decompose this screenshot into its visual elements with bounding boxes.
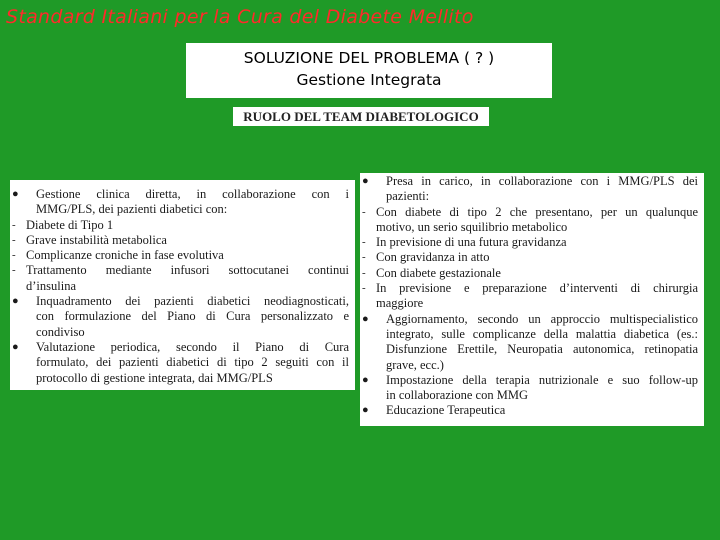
list-item-text: Con diabete di tipo 2 che presentano, per un qualunque bbox=[376, 204, 698, 219]
list-item-text: MMG/PLS, dei pazienti diabetici con: bbox=[36, 202, 228, 217]
dash-marker: - bbox=[12, 218, 16, 231]
dash-marker: - bbox=[362, 282, 366, 295]
list-item-text: in collaborazione con MMG bbox=[386, 388, 528, 403]
list-item-text: Diabete di Tipo 1 bbox=[26, 217, 114, 232]
list-item-text: pazienti: bbox=[386, 189, 430, 204]
list-item-text: Educazione Terapeutica bbox=[386, 403, 506, 418]
list-item bbox=[362, 281, 704, 312]
list-item-text: grave, ecc.) bbox=[386, 357, 444, 372]
bullet-icon: ● bbox=[362, 175, 369, 187]
list-item-text: Con gravidanza in atto bbox=[376, 250, 490, 265]
list-item-text: protocollo di gestione integrata, dai MMG/PLS bbox=[36, 370, 273, 385]
list-item-text: Aggiornamento, secondo un approccio multispecialistico bbox=[386, 311, 698, 326]
list-item-text: Trattamento mediante infusori sottocutanei continui bbox=[26, 263, 349, 278]
list-item-text: Disfunzione Erettile, Neuropatia autonomica, retinopatia bbox=[386, 342, 698, 357]
list-item-text: Inquadramento dei pazienti diabetici neodiagnosticati, bbox=[36, 294, 349, 309]
list-item-text: Grave instabilità metabolica bbox=[26, 232, 167, 247]
list-item bbox=[12, 218, 355, 233]
solution-heading: SOLUZIONE DEL PROBLEMA ( ? ) bbox=[243, 49, 495, 67]
bullet-icon: ● bbox=[12, 340, 19, 353]
solution-box bbox=[186, 43, 552, 98]
list-item-text: condiviso bbox=[36, 324, 85, 339]
bullet-icon: ● bbox=[362, 312, 369, 325]
dash-marker: - bbox=[362, 266, 366, 279]
list-item-text: Presa in carico, in collaborazione con i MMG/PLS dei bbox=[386, 174, 698, 188]
list-item-text: Complicanze croniche in fase evolutiva bbox=[26, 248, 224, 263]
list-item-text: formulato, dei pazienti diabetici di tipo 2 seguiti con il bbox=[36, 355, 349, 370]
list-item bbox=[12, 248, 355, 263]
list-item-text: maggiore bbox=[376, 296, 424, 311]
dash-marker: - bbox=[362, 236, 366, 249]
right-panel bbox=[360, 173, 704, 426]
list-item bbox=[12, 340, 355, 386]
bullet-icon: ● bbox=[362, 373, 369, 386]
list-item bbox=[362, 312, 704, 373]
bullet-icon: ● bbox=[362, 404, 369, 417]
list-item-text: motivo, un serio squilibrio metabolico bbox=[376, 219, 568, 234]
bullet-icon: ● bbox=[12, 188, 19, 200]
left-panel bbox=[10, 180, 355, 390]
dash-marker: - bbox=[362, 251, 366, 264]
list-item-text: Valutazione periodica, secondo il Piano di Cura bbox=[36, 339, 349, 354]
list-item-text: con formulazione del Piano di Cura personalizzato e bbox=[36, 309, 349, 324]
list-item bbox=[362, 205, 704, 236]
bullet-icon: ● bbox=[12, 295, 19, 308]
list-item-text: Con diabete gestazionale bbox=[376, 265, 501, 280]
team-role-label: RUOLO DEL TEAM DIABETOLOGICO bbox=[233, 107, 489, 126]
list-item bbox=[362, 250, 704, 265]
dash-marker: - bbox=[12, 264, 16, 277]
list-item-text: d’insulina bbox=[26, 278, 76, 293]
list-item bbox=[362, 174, 704, 205]
solution-subheading: Gestione Integrata bbox=[296, 71, 442, 89]
list-item bbox=[12, 294, 355, 340]
list-item bbox=[362, 403, 704, 418]
list-item-text: integrato, sulle complicanze della malattia diabetica (es.: bbox=[386, 326, 698, 341]
list-item bbox=[362, 235, 704, 250]
dash-marker: - bbox=[12, 249, 16, 262]
list-item bbox=[12, 233, 355, 248]
list-item bbox=[362, 266, 704, 281]
slide-title: Standard Italiani per la Cura del Diabete Mellito bbox=[6, 6, 474, 28]
dash-marker: - bbox=[362, 205, 366, 218]
list-item-text: In previsione di una futura gravidanza bbox=[376, 235, 567, 250]
list-item bbox=[12, 263, 355, 294]
list-item bbox=[362, 373, 704, 404]
list-item bbox=[12, 187, 355, 218]
list-item-text: Gestione clinica diretta, in collaborazione con i bbox=[36, 187, 349, 201]
list-item-text: Impostazione della terapia nutrizionale e suo follow-up bbox=[386, 372, 698, 387]
list-item-text: In previsione e preparazione d’interventi di chirurgia bbox=[376, 281, 698, 296]
dash-marker: - bbox=[12, 233, 16, 246]
